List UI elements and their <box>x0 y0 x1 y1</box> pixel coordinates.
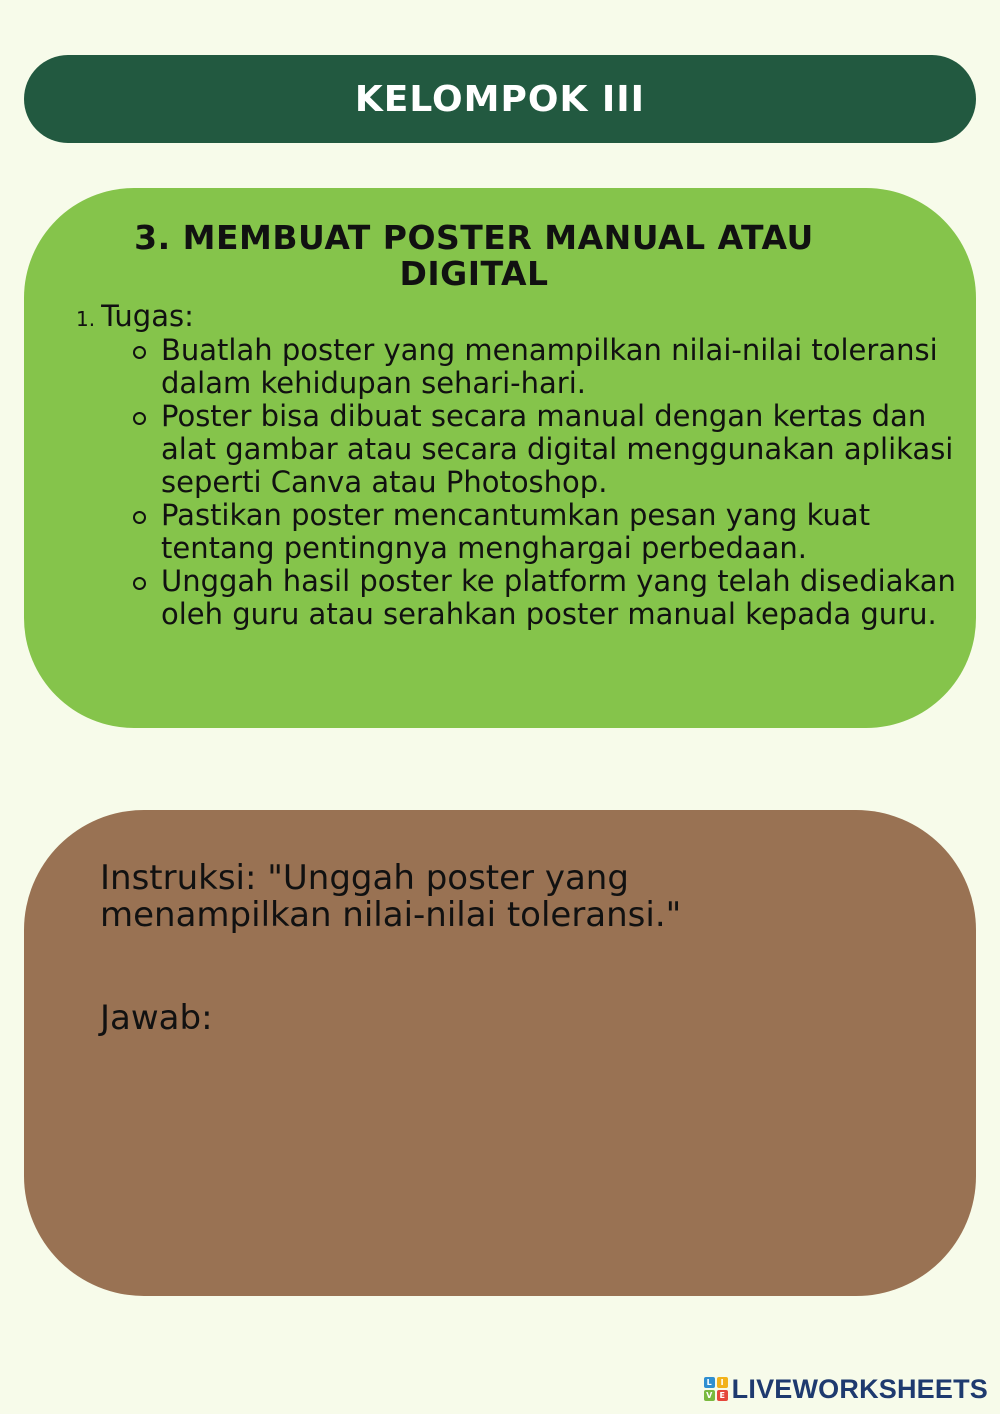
liveworksheets-brand <box>704 1374 988 1404</box>
task-bullet <box>161 499 961 565</box>
logo-letter: E <box>717 1390 728 1401</box>
logo-letter: L <box>704 1377 715 1388</box>
task-bullet-text: Buatlah poster yang menampilkan nilai-nilai toleransi dalam kehidupan sehari-hari. <box>161 333 938 400</box>
brand-name: LIVEWORKSHEETS <box>731 1373 988 1404</box>
circle-bullet-icon <box>133 511 146 524</box>
circle-bullet-icon <box>133 346 146 359</box>
header-title: KELOMPOK III <box>354 78 646 120</box>
circle-bullet-icon <box>133 412 146 425</box>
task-bullet-text: Poster bisa dibuat secara manual dengan kertas dan alat gambar atau secara digital menggunakan aplikasi seperti Canva atau Photoshop. <box>161 399 954 499</box>
task-bullet-text: Unggah hasil poster ke platform yang telah disediakan oleh guru atau serahkan poster manual kepada guru. <box>161 564 956 631</box>
answer-card[interactable] <box>24 810 976 1296</box>
task-bullet <box>161 334 961 400</box>
task-title: 3. MEMBUAT POSTER MANUAL ATAU DIGITAL <box>134 218 814 293</box>
circle-bullet-icon <box>133 577 146 590</box>
task-card <box>24 188 976 728</box>
task-list-label: Tugas: <box>101 299 194 333</box>
answer-label: Jawab: <box>100 998 213 1038</box>
task-list-number: 1. <box>76 307 96 331</box>
logo-letter: I <box>717 1377 728 1388</box>
instruction-text: Instruksi: "Unggah poster yang menampilkan nilai-nilai toleransi." <box>100 858 682 935</box>
header-banner <box>24 55 976 143</box>
task-bullet-list <box>161 334 961 631</box>
liveworksheets-logo-icon <box>704 1377 728 1401</box>
task-bullet-text: Pastikan poster mencantumkan pesan yang kuat tentang pentingnya menghargai perbedaan. <box>161 498 871 565</box>
task-bullet <box>161 565 961 631</box>
task-list-heading <box>76 300 194 336</box>
task-bullet <box>161 400 961 499</box>
logo-letter: V <box>704 1390 715 1401</box>
